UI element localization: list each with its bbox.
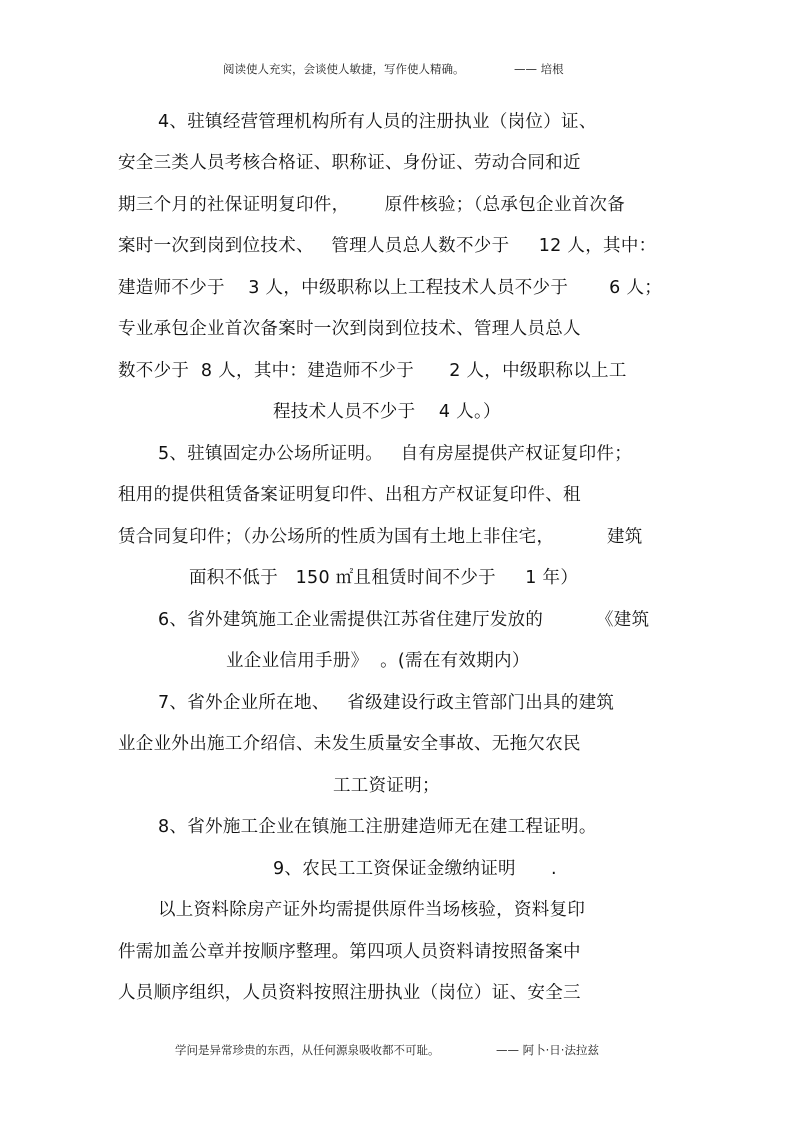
text-line: 租用的提供租赁备案证明复印件、出租方产权证复印件、租 xyxy=(118,485,581,505)
text-line: 6、省外建筑施工企业需提供江苏省住建厅发放的 《建筑 xyxy=(158,610,650,630)
text-line: 面积不低于 150 ㎡且租赁时间不少于 1 年） xyxy=(189,568,579,588)
text-line: 安全三类人员考核合格证、职称证、身份证、劳动合同和近 xyxy=(118,153,581,173)
text-line: 业企业信用手册》 。(需在有效期内） xyxy=(226,651,530,671)
footer-quote: 学问是异常珍贵的东西，从任何源泉吸收都不可耻。 xyxy=(175,1043,440,1057)
text-line: 件需加盖公章并按顺序整理。第四项人员资料请按照备案中 xyxy=(118,942,581,962)
text-line: 人员顺序组织，人员资料按照注册执业（岗位）证、安全三 xyxy=(118,983,581,1003)
text-line: 7、省外企业所在地、 省级建设行政主管部门出具的建筑 xyxy=(158,693,615,713)
footer-author: —— 阿卜·日·法拉兹 xyxy=(496,1043,599,1057)
text-line: 9、农民工工资保证金缴纳证明 . xyxy=(273,859,557,879)
text-line: 8、省外施工企业在镇施工注册建造师无在建工程证明。 xyxy=(158,817,597,837)
header-quote: 阅读使人充实，会谈使人敏捷，写作使人精确。 xyxy=(223,62,465,76)
text-line: 赁合同复印件；（办公场所的性质为国有土地上非住宅， 建筑 xyxy=(118,527,643,547)
text-line: 数不少于 8 人，其中：建造师不少于 2 人，中级职称以上工 xyxy=(118,361,627,381)
text-line: 以上资料除房产证外均需提供原件当场核验，资料复印 xyxy=(158,900,586,920)
text-line: 建造师不少于 3 人，中级职称以上工程技术人员不少于 6 人； xyxy=(118,278,663,298)
text-line: 专业承包企业首次备案时一次到岗到位技术、管理人员总人 xyxy=(118,319,581,339)
text-line: 案时一次到岗到位技术、 管理人员总人数不少于 12 人，其中： xyxy=(118,236,657,256)
text-line: 5、驻镇固定办公场所证明。 自有房屋提供产权证复印件； xyxy=(158,444,633,464)
header-author: —— 培根 xyxy=(514,62,564,76)
text-line: 期三个月的社保证明复印件， 原件核验；（总承包企业首次备 xyxy=(118,195,626,215)
text-line: 工工资证明； xyxy=(333,776,440,796)
text-line: 程技术人员不少于 4 人。） xyxy=(273,402,501,422)
text-line: 业企业外出施工介绍信、未发生质量安全事故、无拖欠农民 xyxy=(118,734,581,754)
text-line: 4、驻镇经营管理机构所有人员的注册执业（岗位）证、 xyxy=(158,112,597,132)
